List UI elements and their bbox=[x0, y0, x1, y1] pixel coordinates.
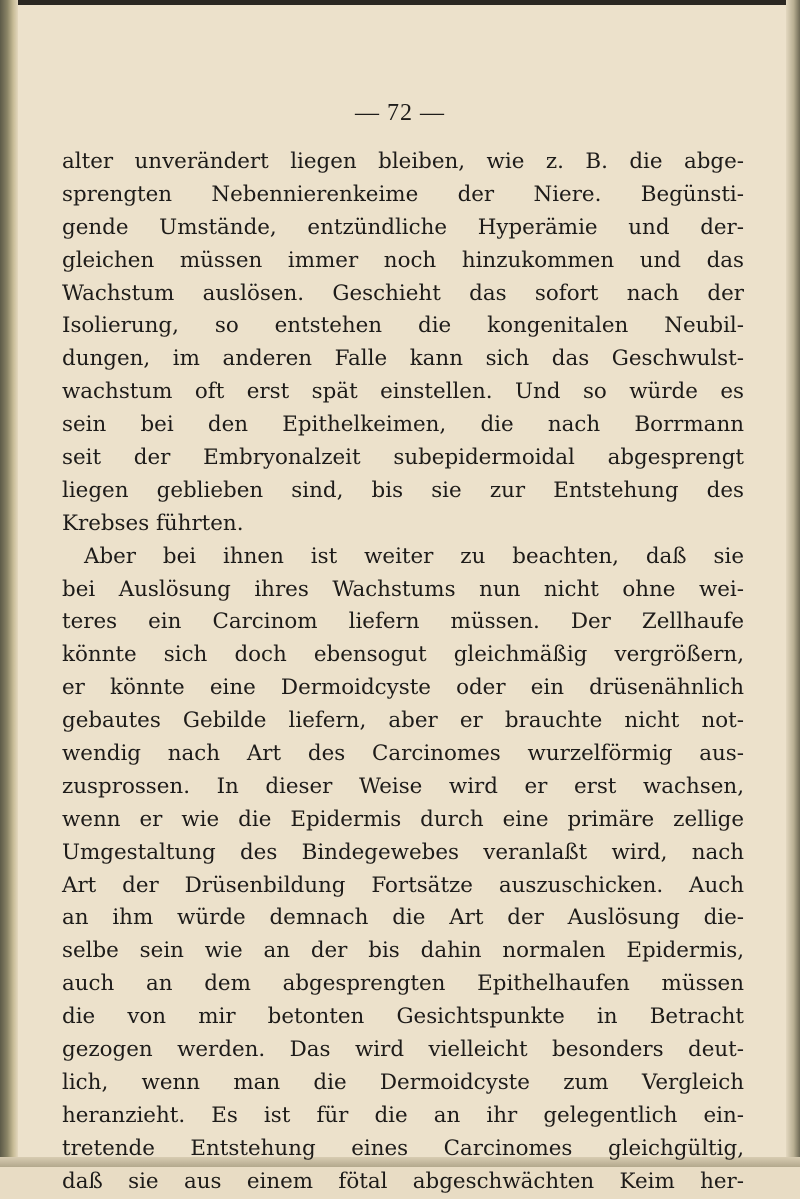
text-line: auch an dem abgesprengten Epithelhaufen müssen bbox=[62, 971, 744, 997]
text-line: zusprossen. In dieser Weise wird er erst wachsen, bbox=[62, 773, 744, 799]
text-line: Isolierung, so entstehen die kongenitalen Neubil- bbox=[62, 313, 744, 339]
text-line: an ihm würde demnach die Art der Auslösung die- bbox=[62, 905, 744, 931]
text-line: könnte sich doch ebensogut gleichmäßig vergrößern, bbox=[62, 642, 744, 668]
text-line: gende Umstände, entzündliche Hyperämie und der- bbox=[62, 214, 744, 240]
text-line: er könnte eine Dermoidcyste oder ein drüsenähnlich bbox=[62, 675, 744, 701]
text-line: Umgestaltung des Bindegewebes veranlaßt wird, nach bbox=[62, 839, 744, 865]
text-line: sein bei den Epithelkeimen, die nach Borrmann bbox=[62, 412, 744, 438]
text-line: heranzieht. Es ist für die an ihr gelegentlich ein- bbox=[62, 1102, 744, 1128]
text-line: wachstum oft erst spät einstellen. Und so würde es bbox=[62, 379, 744, 405]
text-line: gezogen werden. Das wird vielleicht besonders deut- bbox=[62, 1037, 744, 1063]
text-line: teres ein Carcinom liefern müssen. Der Zellhaufe bbox=[62, 609, 744, 635]
text-line: sprengten Nebennierenkeime der Niere. Begünsti- bbox=[62, 181, 744, 207]
text-line: wendig nach Art des Carcinomes wurzelförmig aus- bbox=[62, 741, 744, 767]
text-line: dungen, im anderen Falle kann sich das Geschwulst- bbox=[62, 346, 744, 372]
text-line: lich, wenn man die Dermoidcyste zum Vergleich bbox=[62, 1069, 744, 1095]
text-line: die von mir betonten Gesichtspunkte in Betracht bbox=[62, 1004, 744, 1030]
right-page-edge bbox=[786, 0, 800, 1167]
text-line: wenn er wie die Epidermis durch eine primäre zellige bbox=[62, 806, 744, 832]
text-line: daß sie aus einem fötal abgeschwächten Keim her- bbox=[62, 1168, 744, 1194]
text-line: bei Auslösung ihres Wachstums nun nicht ohne wei- bbox=[62, 576, 744, 602]
text-line: seit der Embryonalzeit subepidermoidal abgesprengt bbox=[62, 445, 744, 471]
text-line: selbe sein wie an der bis dahin normalen Epidermis, bbox=[62, 938, 744, 964]
body-text bbox=[62, 146, 744, 1199]
text-line-paragraph-end: Krebses führten. bbox=[62, 510, 244, 536]
text-line-paragraph-start: Aber bei ihnen ist weiter zu beachten, daß sie bbox=[84, 543, 744, 569]
text-line: Wachstum auslösen. Geschieht das sofort nach der bbox=[62, 280, 744, 306]
text-line: gleichen müssen immer noch hinzukommen und das bbox=[62, 247, 744, 273]
text-line: liegen geblieben sind, bis sie zur Entstehung des bbox=[62, 477, 744, 503]
book-binding-shadow bbox=[0, 0, 18, 1167]
text-line: alter unverändert liegen bleiben, wie z. B. die abge- bbox=[62, 149, 744, 174]
text-line: tretende Entstehung eines Carcinomes gleichgültig, bbox=[62, 1135, 744, 1161]
text-line: gebautes Gebilde liefern, aber er brauchte nicht not- bbox=[62, 708, 744, 734]
top-page-edge bbox=[0, 0, 800, 5]
text-line: Art der Drüsenbildung Fortsätze auszuschicken. Auch bbox=[62, 872, 744, 898]
page-number-header: — 72 — bbox=[355, 100, 445, 126]
